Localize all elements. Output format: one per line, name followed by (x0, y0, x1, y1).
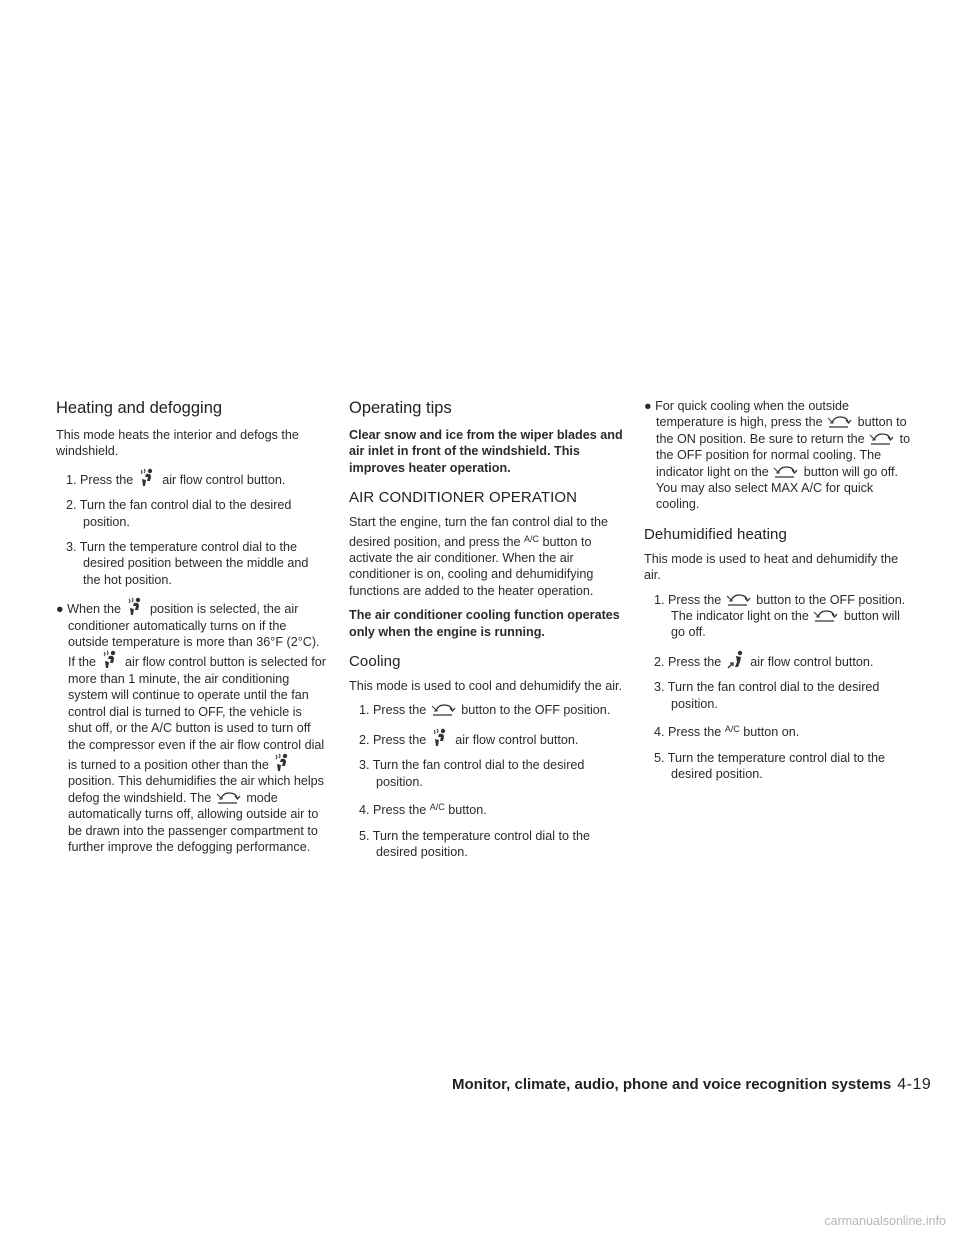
bullet-icon: ● (644, 399, 652, 413)
bullet-text: When the (67, 602, 122, 617)
recirculation-icon (812, 608, 840, 624)
dh-step-5: 5. Turn the temperature control dial to the desired position. (654, 750, 886, 781)
dh-intro: This mode is used to heat and dehumidify the air. (644, 551, 899, 583)
bullet-text: For quick cooling when the outside temperature is high, press the (655, 399, 850, 430)
watermark: carmanualsonline.info (824, 1214, 946, 1228)
ac-button-icon: A/C (724, 724, 740, 735)
floor-defrost-icon (430, 728, 452, 748)
defrost-mode-icon (137, 468, 159, 488)
defrost-mode-icon (100, 650, 122, 670)
bullet-text: to the OFF position for normal cooling. The indicator light on the (656, 431, 911, 479)
recirculation-icon (826, 414, 854, 430)
step-text: 1. Press the (654, 592, 722, 607)
recirculation-icon (772, 464, 800, 480)
cooling-intro: This mode is used to cool and dehumidify the air. (349, 679, 623, 694)
step-text: button on. (743, 725, 800, 740)
paragraph-text: Start the engine, turn the fan control dial to the desired position, and press the (349, 515, 609, 549)
intro-text: This mode heats the interior and defogs the windshield. (56, 428, 299, 459)
heading-operating-tips: Operating tips (349, 399, 452, 417)
floor-mode-icon (725, 650, 747, 670)
bullet-text: button will go off. You may also select MAX A/C for quick cooling. (656, 464, 898, 512)
page-footer (452, 1076, 932, 1094)
heading-ac-operation: AIR CONDITIONER OPERATION (349, 489, 578, 507)
recirculation-icon (868, 431, 896, 447)
step-1 (56, 468, 326, 488)
cooling-step-1 (349, 702, 624, 718)
cooling-step-2 (349, 728, 624, 748)
step-text: button will go off. (671, 609, 900, 640)
step-text: air flow control button. (455, 732, 579, 747)
ac-button-icon: A/C (429, 802, 445, 813)
bullet-icon: ● (56, 602, 64, 617)
step-text: 4. Press the (654, 725, 722, 740)
ac-paragraph (349, 514, 624, 599)
dh-step-4 (644, 721, 916, 740)
paragraph-text: button to activate the air conditioner. When the air conditioner is on, cooling and dehumidifying functions are added to the heater operation. (349, 534, 594, 598)
dh-step-3: 3. Turn the fan control dial to the desired position. (654, 680, 880, 711)
note-bullet (56, 597, 326, 855)
defrost-mode-icon (272, 753, 294, 773)
dh-step-1 (644, 592, 916, 641)
step-text: 1. Press the (66, 472, 134, 487)
footer-title: Monitor, climate, audio, phone and voice recognition systems (452, 1076, 892, 1093)
recirculation-icon (725, 592, 753, 608)
step-text: 1. Press the (359, 703, 427, 718)
bullet-text: position. This dehumidifies the air which helps defog the windshield. (68, 774, 324, 805)
tip-text: Clear snow and ice from the wiper blades and air inlet in front of the windshield. This improves heater operation. (349, 428, 623, 475)
heading-heating-defogging: Heating and defogging (56, 399, 223, 417)
bullet-text: mode automatically turns off, allowing outside air to be drawn into the passenger compartment to further improve the defogging performance. (68, 790, 319, 854)
step-text: button to the OFF position. (461, 703, 611, 718)
step-text: 4. Press the (359, 803, 427, 818)
bullet-text: position is selected, the air conditioner automatically turns on if the outside temperature is more than 36°F (2°C). If the (68, 602, 320, 670)
quick-cooling-bullet (644, 398, 916, 513)
step-text: button to the OFF position. The indicator light on the (671, 592, 906, 624)
bullet-text: air flow control button is selected for more than 1 minute, the air conditioning system will continue to operate until the fan control dial is turned to OFF, the vehicle is shut off, or the A/C button is used to turn off the compressor even if the air flow control dial is turned to a position other than the (68, 655, 326, 772)
step-text: 2. Press the (654, 654, 722, 669)
ac-button-icon: A/C (524, 533, 540, 544)
page-number: 4-19 (897, 1076, 932, 1093)
column-operating-tips (349, 398, 624, 869)
ac-note: The air conditioner cooling function operates only when the engine is running. (349, 608, 620, 639)
cooling-step-5: 5. Turn the temperature control dial to the desired position. (359, 828, 591, 859)
column-heating-defogging (56, 398, 326, 863)
dh-step-2 (644, 650, 916, 670)
column-dehumidified-heating (644, 398, 916, 791)
recirculation-icon (430, 702, 458, 718)
step-text: air flow control button. (162, 472, 286, 487)
heading-cooling: Cooling (349, 653, 401, 671)
heading-dehumidified-heating: Dehumidified heating (644, 525, 787, 543)
step-text: 2. Press the (359, 732, 427, 747)
step-text: air flow control button. (750, 654, 874, 669)
step-2: 2. Turn the fan control dial to the desired position. (66, 498, 292, 529)
cooling-step-4 (349, 799, 624, 818)
bullet-text: button to the ON position. Be sure to return the (656, 415, 907, 446)
bullet-text: The (189, 790, 212, 805)
defrost-mode-icon (125, 597, 147, 617)
cooling-step-3: 3. Turn the fan control dial to the desired position. (359, 758, 585, 789)
step-text: button. (448, 803, 487, 818)
recirculation-icon (215, 790, 243, 806)
step-3: 3. Turn the temperature control dial to the desired position between the middle and the hot position. (66, 540, 309, 587)
